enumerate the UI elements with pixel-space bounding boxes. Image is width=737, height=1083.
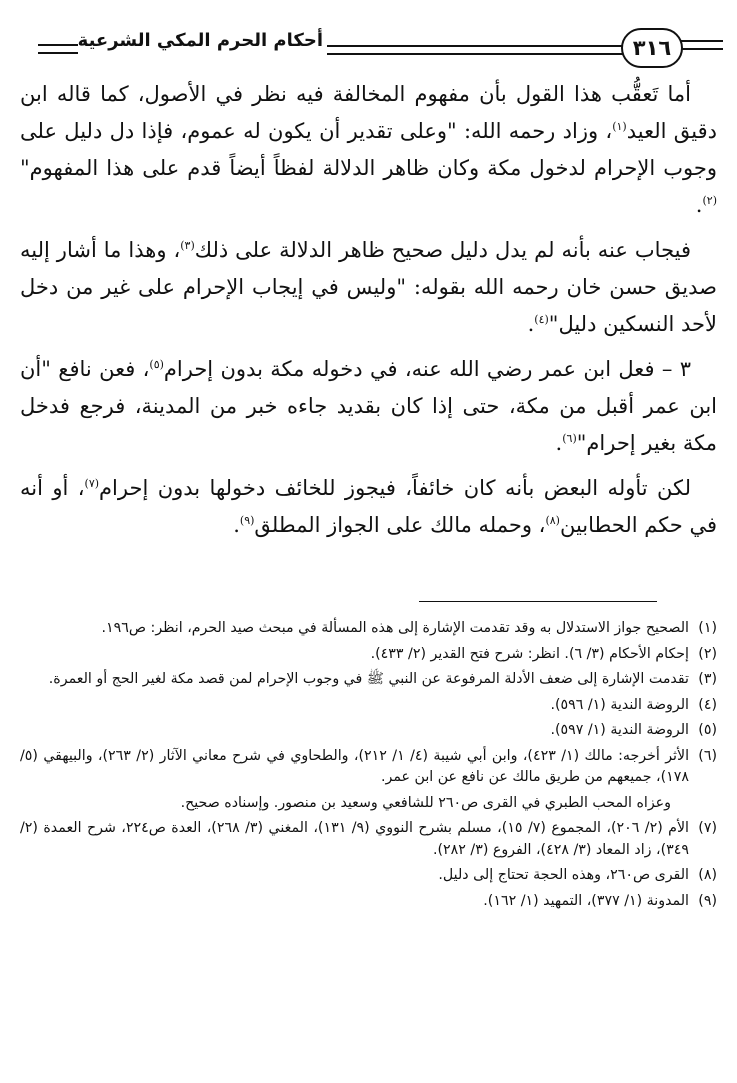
page-number: ٣١٦ [621, 28, 683, 68]
footnote-ref-3: (٣) [180, 239, 195, 252]
footnote-text: إحكام الأحكام (٣/ ٦). انظر: شرح فتح القدير (٢/ ٤٣٣). [370, 645, 689, 662]
footnote-ref-9: (٩) [239, 514, 255, 527]
running-title: أحكام الحرم المكي الشرعية [77, 30, 323, 51]
footnote-text: الأم (٢/ ٢٠٦)، المجموع (٧/ ١٥)، مسلم بشرح النووي (٩/ ١٣١)، المغني (٣/ ٢٦٨)، العدة ص٢٢٤، شرح العمدة (٢/ ٣٤٩)، زاد المعاد (٣/ ٤٢٨)، الفروع (٣/ ٢٨٢). [20, 820, 689, 858]
footnote-9 [20, 891, 717, 913]
footnote-text: تقدمت الإشارة إلى ضعف الأدلة المرفوعة عن النبي ﷺ في وجوب الإحرام لمن قصد مكة لغير الحج أو العمرة. [48, 671, 689, 687]
paragraph-2: فيجاب عنه بأنه لم يدل دليل صحيح ظاهر الدلالة على ذلك$^{(٣)}$، وهذا ما أشار إليه صديق حسن خان رحمه الله بقوله: "وليس في إيجاب الإحرام على غير من دخل لأحد النسكين دليل"$^{(٤)}$. [20, 238, 717, 336]
footnote-5 [20, 720, 717, 742]
footnote-number: (٦) [698, 747, 717, 764]
footnote-1 [20, 618, 717, 640]
footnote-8 [20, 865, 717, 887]
footnote-ref-2: (٢) [702, 194, 717, 207]
footnote-ref-4: (٤) [534, 313, 549, 326]
footnote-ref-8: (٨) [545, 514, 560, 527]
paragraph-3: ٣ – فعل ابن عمر رضي الله عنه، في دخوله مكة بدون إحرام$^{(٥)}$، فعن نافع "أن ابن عمر أقبل من مكة، حتى إذا كان بقديد جاءه خبر من المدينة، فرجع فدخل مكة بغير إحرام"$^{(٦)}$. [20, 357, 717, 455]
paragraph-4: لكن تأوله البعض بأنه كان خائفاً، فيجوز للخائف دخولها بدون إحرام$^{(٧)}$، أو أنه في حكم الحطابين$^{(٨)}$، وحمله مالك على الجواز المطلق$^{(٩)}$. [20, 476, 717, 537]
footnote-6-continuation: وعزاه المحب الطبري في القرى ص٢٦٠ للشافعي وسعيد بن منصور. وإسناده صحيح. [180, 794, 671, 811]
footnote-number: (٧) [698, 820, 717, 836]
footnote-number: (٤) [698, 696, 717, 713]
header-ornament-left [38, 44, 78, 54]
paragraph-1: أما تَعقُّب هذا القول بأن مفهوم المخالفة فيه نظر في الأصول، كما قاله ابن دقيق العيد$^{(١)}$، وزاد رحمه الله: "وعلى تقدير أن يكون له عموم، فإذا دل دليل على وجوب الإحرام لدخول مكة وكان ظاهر الدلالة لفظاً أيضاً قدم على هذا المفهوم"$^{(٢)}$. [20, 82, 717, 217]
footnote-7 [20, 818, 717, 861]
footnote-3 [20, 669, 717, 691]
footnote-ref-5: (٥) [149, 358, 164, 371]
footnote-number: (٥) [698, 722, 717, 738]
header-ornament-right [677, 40, 723, 50]
footnote-text: الروضة الندية (١/ ٥٩٦). [550, 696, 689, 713]
footnote-number: (٢) [698, 645, 717, 662]
footnote-number: (١) [698, 620, 717, 636]
footnote-text: الصحيح جواز الاستدلال به وقد تقدمت الإشارة إلى هذه المسألة في مبحث صيد الحرم، انظر: ص١٩٦. [101, 620, 689, 636]
footnote-text: القرى ص٢٦٠، وهذه الحجة تحتاج إلى دليل. [438, 867, 689, 883]
footnote-6 [20, 746, 717, 789]
footnote-separator [419, 601, 657, 602]
footnote-number: (٣) [698, 671, 717, 687]
footnote-ref-6: (٦) [562, 432, 577, 445]
footnote-ref-1: (١) [612, 120, 627, 133]
footnote-text: الروضة الندية (١/ ٥٩٧). [550, 722, 689, 738]
footnote-number: (٩) [698, 892, 717, 909]
header-ornament-middle [327, 45, 627, 55]
page-header [18, 26, 723, 70]
footnote-4 [20, 695, 717, 717]
main-text [20, 76, 717, 552]
footnote-text: الأثر أخرجه: مالك (١/ ٤٢٣)، وابن أبي شيبة (٤/ ١/ ٢١٢)، والطحاوي في شرح معاني الآثار (٢/ ٢٦٣)، والبيهقي (٥/ ١٧٨)، جميعهم من طريق مالك عن نافع عن ابن عمر. [20, 747, 690, 785]
footnote-text: المدونة (١/ ٣٧٧)، التمهيد (١/ ١٦٢). [483, 892, 689, 909]
footnotes [20, 618, 717, 916]
footnote-2 [20, 644, 717, 666]
footnote-ref-7: (٧) [84, 477, 100, 490]
footnote-number: (٨) [698, 867, 717, 883]
